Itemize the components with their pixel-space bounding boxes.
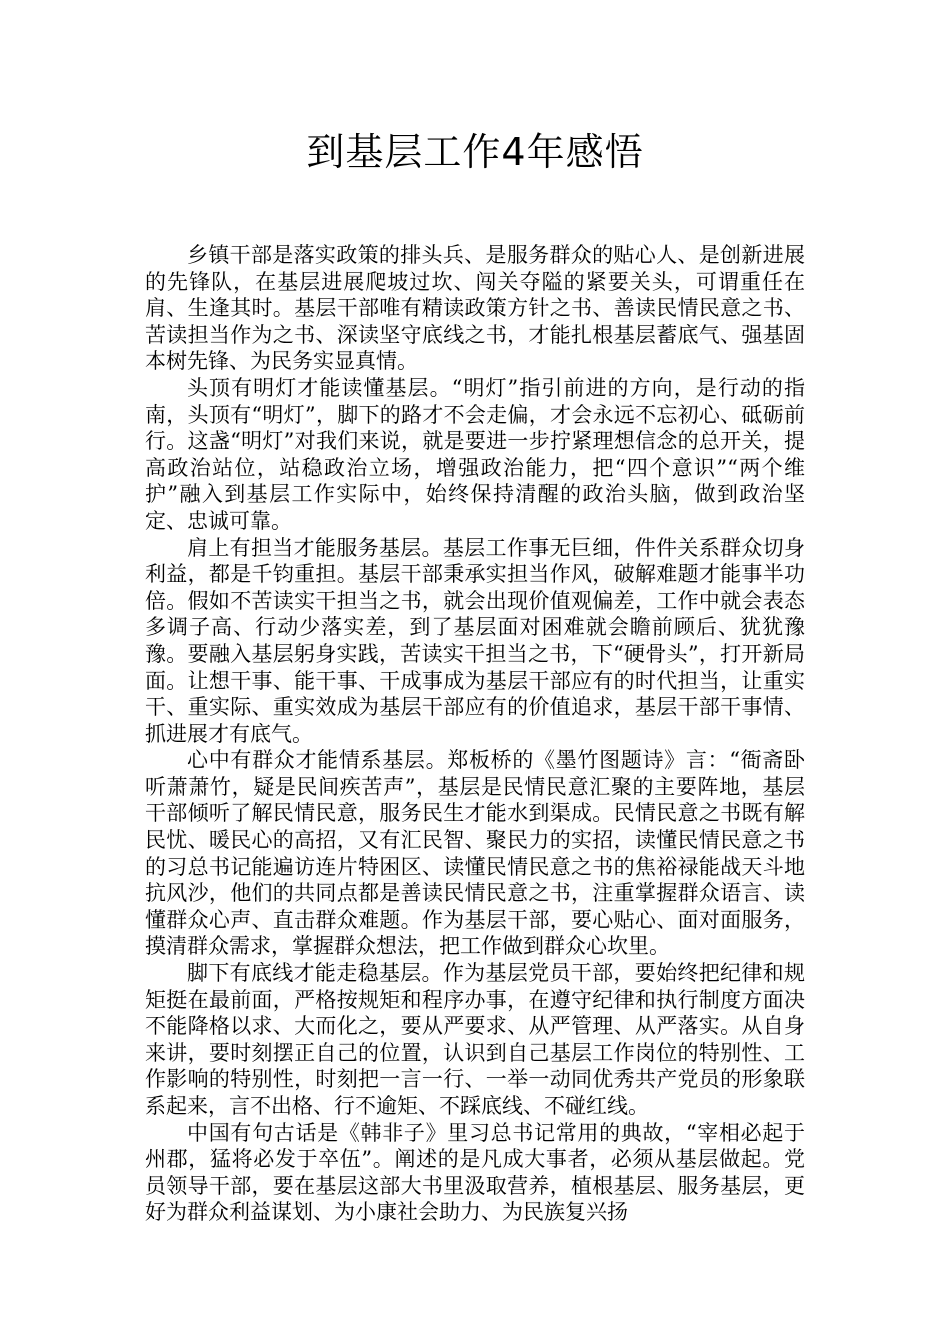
paragraph-bottom-line: 脚下有底线才能走稳基层。作为基层党员干部，要始终把纪律和规矩挺在最前面，严格按规矩和程序办事，在遵守纪律和执行制度方面决不能降格以求、大而化之，要从严要求、从严管理、从严落实。从自身来讲，要时刻摆正自己的位置，认识到自己基层工作岗位的特别性、工作影响的特别性，时刻把一言一行、一举一动同优秀共产党员的形象联系起来，言不出格、行不逾矩、不踩底线、不碰红线。 — [145, 961, 805, 1118]
document-title: 到基层工作4年感悟 — [306, 130, 644, 174]
paragraph-ancient-saying: 中国有句古话是《韩非子》里习总书记常用的典故，“宰相必起于州郡，猛将必发于卒伍”。阐述的是凡成大事者，必须从基层做起。党员领导干部，要在基层这部大书里汲取营养，植根基层、服务基层，更好为群众利益谋划、为小康社会助力、为民族复兴扬 — [145, 1120, 805, 1225]
document-body — [145, 242, 805, 1226]
paragraph-intro: 乡镇干部是落实政策的排头兵、是服务群众的贴心人、是创新进展的先锋队，在基层进展爬坡过坎、闯关夺隘的紧要关头，可谓重任在肩、生逢其时。基层干部唯有精读政策方针之书、善读民情民意之书、苦读担当作为之书、深读坚守底线之书，才能扎根基层蓄底气、强基固本树先锋、为民务实显真情。 — [145, 243, 805, 374]
paragraph-bright-lamp: 头顶有明灯才能读懂基层。“明灯”指引前进的方向，是行动的指南，头顶有“明灯”，脚下的路才不会走偏，才会永远不忘初心、砥砺前行。这盏“明灯”对我们来说，就是要进一步拧紧理想信念的总开关，提高政治站位，站稳政治立场，增强政治能力，把“四个意识”“两个维护”融入到基层工作实际中，始终保持清醒的政治头脑，做到政治坚定、忠诚可靠。 — [145, 375, 805, 533]
paragraph-responsibility: 肩上有担当才能服务基层。基层工作事无巨细，件件关系群众切身利益，都是千钧重担。基层干部秉承实担当作风，破解难题才能事半功倍。假如不苦读实干担当之书，就会出现价值观偏差，工作中就会表态多调子高、行动少落实差，到了基层面对困难就会瞻前顾后、犹犹豫豫。要融入基层躬身实践，苦读实干担当之书，下“硬骨头”，打开新局面。让想干事、能干事、干成事成为基层干部应有的时代担当，让重实干、重实际、重实效成为基层干部应有的价值追求，基层干部干事情、抓进展才有底气。 — [145, 535, 805, 746]
paragraph-masses: 心中有群众才能情系基层。郑板桥的《墨竹图题诗》言：“衙斋卧听萧萧竹，疑是民间疾苦声”，基层是民情民意汇聚的主要阵地，基层干部倾听了解民情民意，服务民生才能水到渠成。民情民意之书既有解民忧、暖民心的高招，又有汇民智、聚民力的实招，读懂民情民意之书的习总书记能遍访连片特困区、读懂民情民意之书的焦裕禄能战天斗地抗风沙，他们的共同点都是善读民情民意之书，注重掌握群众语言、读懂群众心声、直击群众难题。作为基层干部，要心贴心、面对面服务，摸清群众需求，掌握群众想法，把工作做到群众心坎里。 — [145, 748, 805, 959]
